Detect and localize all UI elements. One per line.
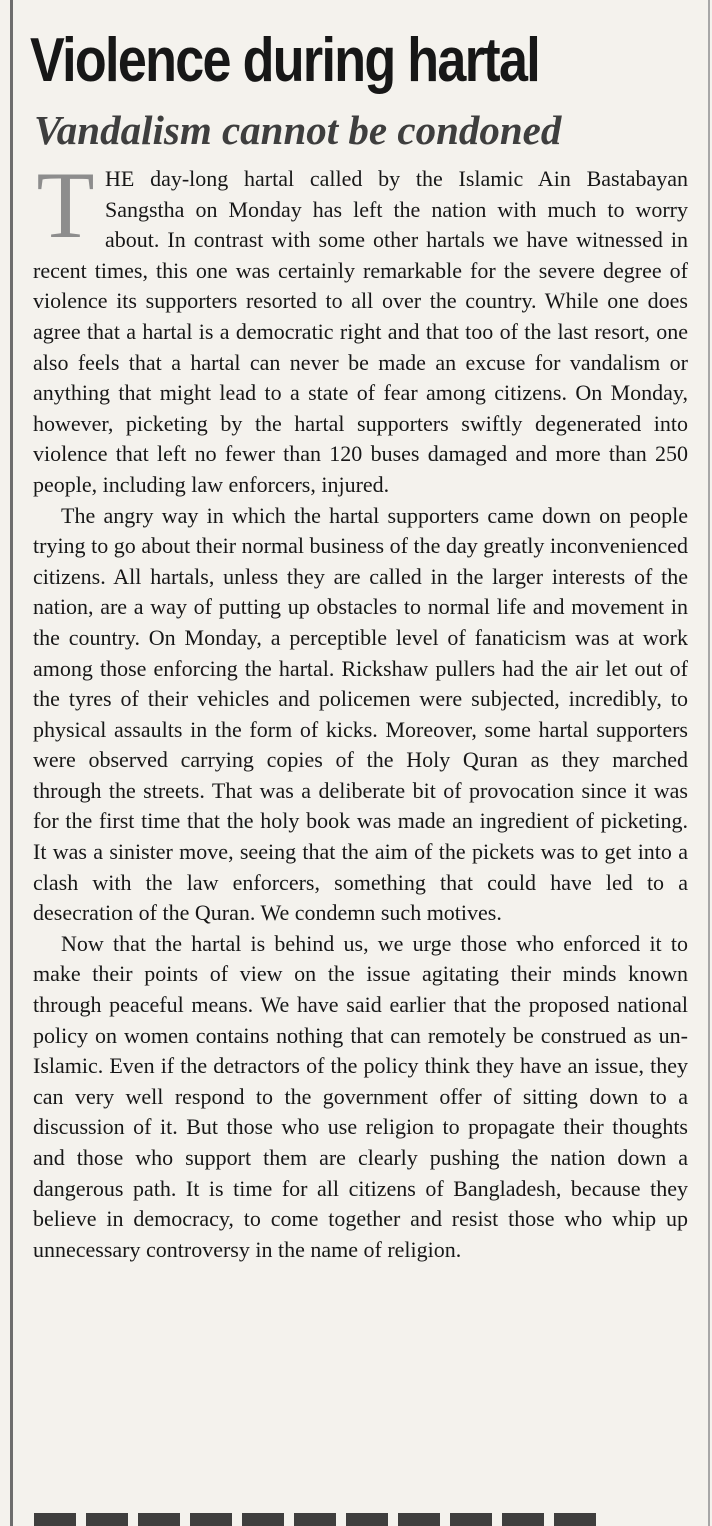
left-column-rule	[10, 0, 13, 1526]
paragraph-2: The angry way in which the hartal supporters came down on people trying to go about their normal business of the day greatly inconvenienced citizens. All hartals, unless they are called in the larger interests of the nation, are a way of putting up obstacles to normal life and movement in the country. On Monday, a perceptible level of fanaticism was at work among those enforcing the hartal. Rickshaw pullers had the air let out of the tyres of their vehicles and policemen were subjected, incredibly, to physical assaults in the form of kicks. Moreover, some hartal supporters were observed carrying copies of the Holy Quran as they marched through the streets. That was a deliberate bit of provocation since it was for the first time that the holy book was made an ingredient of picketing. It was a sinister move, seeing that the aim of the pickets was to get into a clash with the law enforcers, something that could have led to a desecration of the Quran. We condemn such motives.	[33, 502, 688, 926]
drop-cap: T	[36, 152, 95, 258]
paragraph-1	[33, 152, 688, 501]
editorial-body	[33, 152, 688, 1265]
headline: Violence during hartal	[30, 26, 540, 95]
right-column-rule	[708, 0, 710, 1526]
paragraph-3: Now that the hartal is behind us, we urge those who enforced it to make their points of view on the issue agitating their minds known through peaceful means. We have said earlier that the proposed national policy on women contains nothing that can remotely be construed as un-Islamic. Even if the detractors of the policy think they have an issue, they can very well respond to the government offer of sitting down to a discussion of it. But those who use religion to propagate their thoughts and those who support them are clearly pushing the nation down a dangerous path. It is time for all citizens of Bangladesh, because they believe in democracy, to come together and resist those who whip up unnecessary controversy in the name of religion.	[33, 930, 688, 1262]
subheadline: Vandalism cannot be condoned	[34, 107, 562, 153]
paragraph-1-text: HE day-long hartal called by the Islamic Ain Bastabayan Sangstha on Monday has left the nation with much to worry about. In contrast with some other hartals we have witnessed in recent times, this one was certainly remarkable for the severe degree of violence its supporters resorted to all over the country. While one does agree that a hartal is a democratic right and that too of the last resort, one also feels that a hartal can never be made an excuse for vandalism or anything that might lead to a state of fear among citizens. On Monday, however, picketing by the hartal supporters swiftly degenerated into violence that left no fewer than 120 buses damaged and more than 250 people, including law enforcers, injured.	[33, 166, 688, 497]
next-article-headline-fragment	[34, 1513, 604, 1526]
